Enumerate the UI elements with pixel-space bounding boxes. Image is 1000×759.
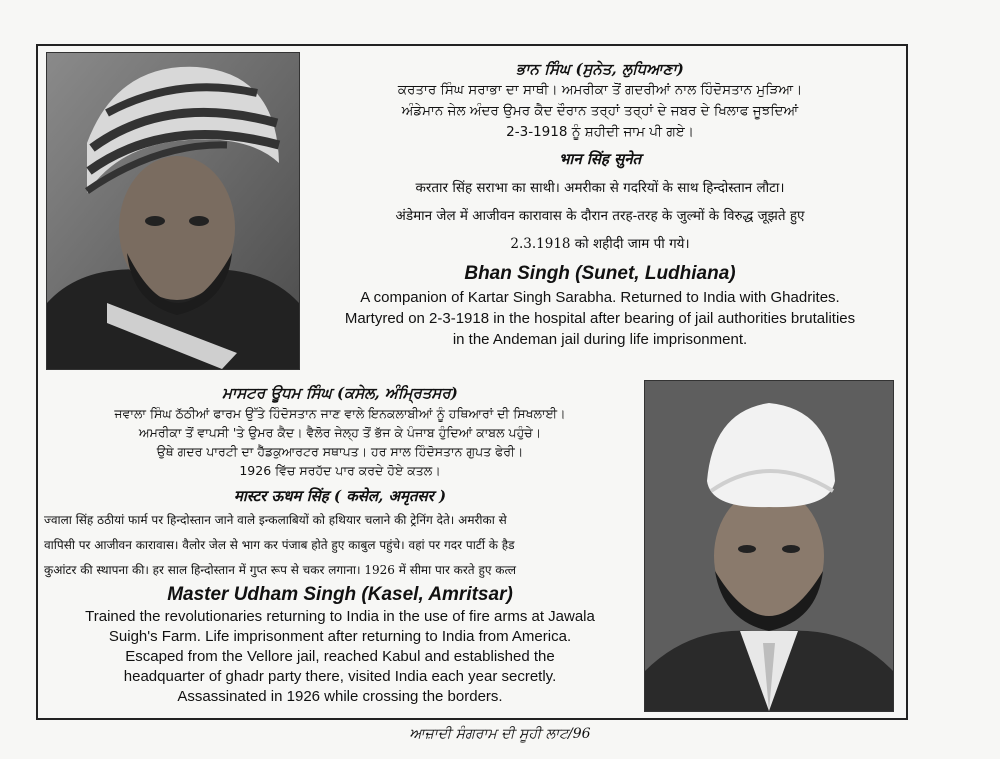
udham-pa-line: ਅਮਰੀਕਾ ਤੋਂ ਵਾਪਸੀ 'ਤੇ ਉਮਰ ਕੈਦ। ਵੈਲੋਰ ਜੇਲ੍ਹ ਤੋਂ ਭੱਜ ਕੇ ਪੰਜਾਬ ਹੁੰਦਿਆਂ ਕਾਬਲ ਪਹੁੰਚੇ।: [138, 425, 542, 440]
bhan-pa-line: ਅੰਡੇਮਾਨ ਜੇਲ ਅੰਦਰ ਉਮਰ ਕੈਦ ਦੌਰਾਨ ਤਰ੍ਹਾਂ ਤਰ੍ਹਾਂ ਦੇ ਜਬਰ ਦੇ ਖਿਲਾਫ ਜੂਝਦਿਆਂ: [401, 103, 799, 119]
bhan-hindi-body: [300, 177, 900, 255]
bhan-en-line: A companion of Kartar Singh Sarabha. Returned to India with Ghadrites.: [360, 289, 840, 306]
udham-punjabi-title: ਮਾਸਟਰ ਊਧਮ ਸਿੰਘ (ਕਸੇਲ, ਅੰਮ੍ਰਿਤਸਰ): [222, 384, 458, 402]
bhan-en-line: Martyred on 2-3-1918 in the hospital after bearing of jail authorities brutalities: [344, 310, 856, 327]
udham-en-line: headquarter of ghadr party there, visited India each year secretly.: [123, 668, 557, 685]
bhan-english-title: Bhan Singh (Sunet, Ludhiana): [464, 263, 736, 284]
udham-pa-line: 1926 ਵਿੱਚ ਸਰਹੱਦ ਪਾਰ ਕਰਦੇ ਹੋਏ ਕਤਲ।: [239, 463, 441, 478]
udham-en-line: Escaped from the Vellore jail, reached Kabul and established the: [125, 648, 555, 665]
bhan-punjabi-title: ਭਾਨ ਸਿੰਘ (ਸੁਨੇਤ, ਲੁਧਿਆਣਾ): [516, 60, 684, 78]
udham-english-body: [38, 607, 642, 707]
udham-pa-line: ਉਥੇ ਗਦਰ ਪਾਰਟੀ ਦਾ ਹੈੱਡਕੁਆਰਟਰ ਸਥਾਪਤ। ਹਰ ਸਾਲ ਹਿੰਦੋਸਤਾਨ ਗੁਪਤ ਫੇਰੀ।: [156, 444, 524, 459]
udham-english-title: Master Udham Singh (Kasel, Amritsar): [167, 584, 513, 605]
bhan-en-line: in the Andeman jail during life imprisonment.: [452, 331, 748, 348]
portrait-bhan-singh: [46, 52, 300, 370]
udham-singh-section: [38, 382, 642, 707]
udham-punjabi-body: [38, 404, 642, 480]
page-footer: ਆਜ਼ਾਦੀ ਸੰਗਰਾਮ ਦੀ ਸੂਹੀ ਲਾਟ/96: [409, 726, 591, 742]
bhan-punjabi-body: [300, 80, 900, 143]
bhan-hi-line: 2.3.1918 को शहीदी जाम पी गये।: [510, 236, 690, 252]
udham-hi-line: वापिसी पर आजीवन कारावास। वैलोर जेल से भाग कर पंजाब होते हुए काबुल पहुंचे। वहां पर गदर पार्टी के हैड: [44, 538, 515, 552]
bhan-hi-line: अंडेमान जेल में आजीवन कारावास के दौरान तरह-तरह के जुल्मों के विरुद्ध जूझते हुए: [395, 208, 805, 224]
udham-pa-line: ਜਵਾਲਾ ਸਿੰਘ ਠੱਠੀਆਂ ਫਾਰਮ ਉੱਤੇ ਹਿੰਦੋਸਤਾਨ ਜਾਣ ਵਾਲੇ ਇਨਕਲਾਬੀਆਂ ਨੂੰ ਹਥਿਆਰਾਂ ਦੀ ਸਿਖਲਾਈ।: [114, 406, 566, 421]
udham-en-line: Trained the revolutionaries returning to India in the use of fire arms at Jawala: [85, 608, 595, 625]
bhan-hindi-title: भान सिंह सुनेत: [558, 150, 642, 168]
udham-hindi-title: मास्टर ऊधम सिंह ( कसेल, अमृतसर ): [233, 487, 447, 505]
udham-hi-line: ज्वाला सिंह ठठीयां फार्म पर हिन्दोस्तान जाने वाले इन्कलाबियों को हथियार चलाने की ट्रेनिंग देते। अमरीका से: [44, 513, 507, 527]
bhan-pa-line: ਕਰਤਾਰ ਸਿੰਘ ਸਰਾਭਾ ਦਾ ਸਾਥੀ। ਅਮਰੀਕਾ ਤੋਂ ਗਦਰੀਆਂ ਨਾਲ ਹਿੰਦੋਸਤਾਨ ਮੁੜਿਆ।: [397, 82, 803, 98]
udham-hi-line: कुआंटर की स्थापना की। हर साल हिन्दोस्तान में गुप्त रूप से चकर लगाना। 1926 में सीमा पार करते हुए कत्ल: [44, 563, 517, 577]
bhan-hi-line: करतार सिंह सराभा का साथी। अमरीका से गदरियों के साथ हिन्दोस्तान लौटा।: [415, 180, 785, 196]
bhan-english-body: [300, 287, 900, 350]
portrait-udham-singh: [644, 380, 894, 712]
udham-en-line: Suigh's Farm. Life imprisonment after returning to India from America.: [108, 628, 572, 645]
bhan-singh-section: [300, 58, 900, 350]
udham-en-line: Assassinated in 1926 while crossing the borders.: [177, 688, 503, 705]
udham-hindi-body: [38, 508, 642, 583]
bhan-pa-line: 2-3-1918 ਨੂੰ ਸ਼ਹੀਦੀ ਜਾਮ ਪੀ ਗਏ।: [506, 124, 694, 140]
